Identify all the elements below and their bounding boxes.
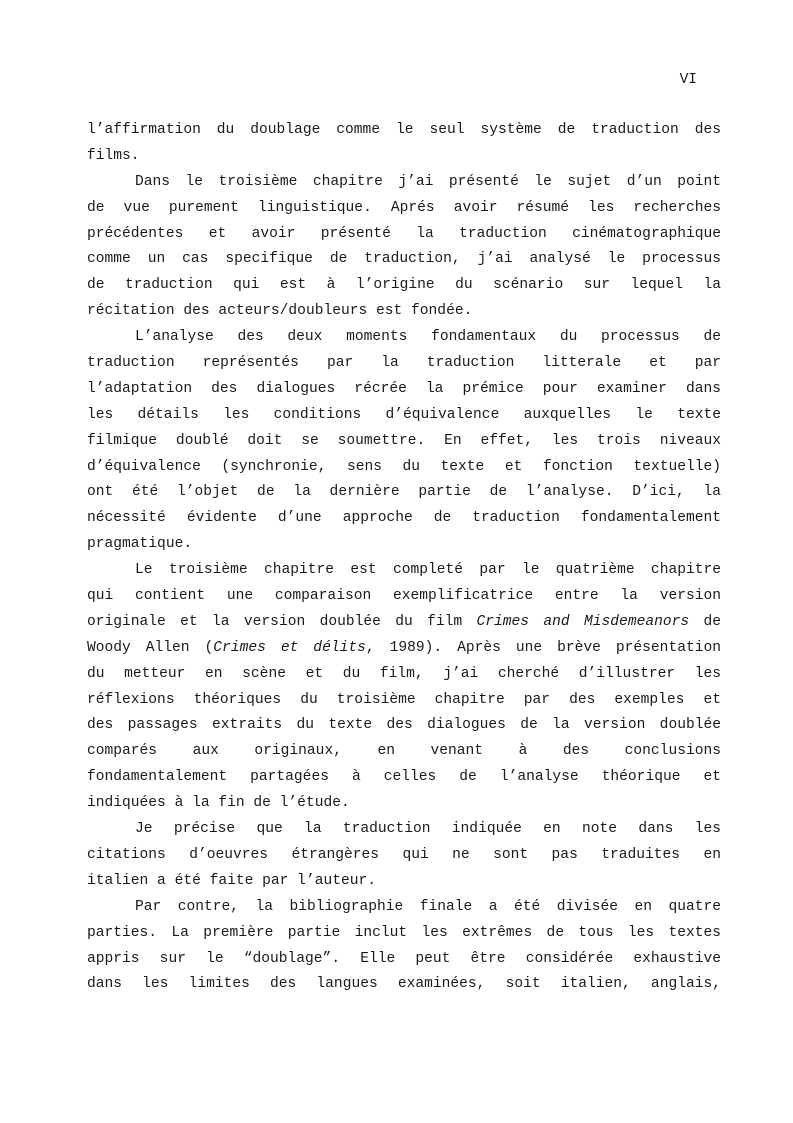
text-line: Dans le troisième chapitre j’ai présenté le sujet d’un point [135, 173, 721, 190]
text-line: dans les limites des langues examinées, soit italien, anglais, [87, 976, 721, 993]
text-line: nécessité évidente d’une approche de traduction fondamentalement [87, 510, 721, 527]
text-span: Woody Allen ( [87, 639, 214, 656]
text-line: Le troisième chapitre est completé par le quatrième chapitre [135, 562, 721, 579]
text-line: d’équivalence (synchronie, sens du texte et fonction textuelle) [87, 458, 721, 475]
text-line: L’analyse des deux moments fondamentaux du processus de [135, 329, 721, 346]
text-line: du metteur en scène et du film, j’ai cherché d’illustrer les [87, 665, 721, 682]
text-span: de [689, 613, 721, 630]
text-line: récitation des acteurs/doubleurs est fondée. [87, 303, 473, 320]
text-line: comme un cas specifique de traduction, j’ai analysé le processus [87, 251, 721, 268]
text-span: , 1989). Après une brève présentation [365, 639, 721, 656]
text-line: des passages extraits du texte des dialogues de la version doublée [87, 717, 721, 734]
body-text [87, 118, 721, 998]
text-line: Par contre, la bibliographie finale a été divisée en quatre [135, 898, 721, 915]
page-number: VI [679, 72, 697, 88]
text-line: italien a été faite par l’auteur. [87, 872, 377, 889]
text-line: Je précise que la traduction indiquée en note dans les [135, 821, 721, 838]
text-line: indiquées à la fin de l’étude. [87, 795, 350, 812]
text-line: réflexions théoriques du troisième chapitre par des exemples et [87, 691, 721, 708]
text-line: qui contient une comparaison exemplificatrice entre la version [87, 588, 721, 605]
film-title-italic: Crimes et délits [213, 639, 366, 656]
text-line [87, 610, 721, 636]
text-line: de traduction qui est à l’origine du scénario sur lequel la [87, 277, 721, 294]
text-line: l’affirmation du doublage comme le seul système de traduction des [87, 122, 721, 138]
text-line: traduction représentés par la traduction litterale et par [87, 355, 721, 372]
text-line: de vue purement linguistique. Aprés avoir résumé les recherches [87, 199, 721, 216]
text-line: appris sur le “doublage”. Elle peut être considérée exhaustive [87, 950, 721, 967]
text-line: filmique doublé doit se soumettre. En effet, les trois niveaux [87, 432, 721, 449]
text-line: pragmatique. [87, 536, 193, 553]
text-line: citations d’oeuvres étrangères qui ne sont pas traduites en [87, 846, 721, 863]
text-line [87, 636, 721, 662]
text-span: originale et la version doublée du film [87, 613, 477, 630]
text-line: comparés aux originaux, en venant à des conclusions [87, 743, 721, 760]
text-line: ont été l’objet de la dernière partie de l’analyse. D’ici, la [87, 484, 721, 501]
text-line: précédentes et avoir présenté la traduction cinématographique [87, 225, 721, 242]
film-title-italic: Crimes and Misdemeanors [476, 613, 690, 630]
text-line: parties. La première partie inclut les extrêmes de tous les textes [87, 924, 721, 941]
text-line: l’adaptation des dialogues récrée la prémice pour examiner dans [87, 380, 721, 397]
text-line: les détails les conditions d’équivalence auxquelles le texte [87, 406, 721, 423]
text-line: fondamentalement partagées à celles de l’analyse théorique et [87, 769, 721, 786]
text-line: films. [87, 147, 140, 164]
